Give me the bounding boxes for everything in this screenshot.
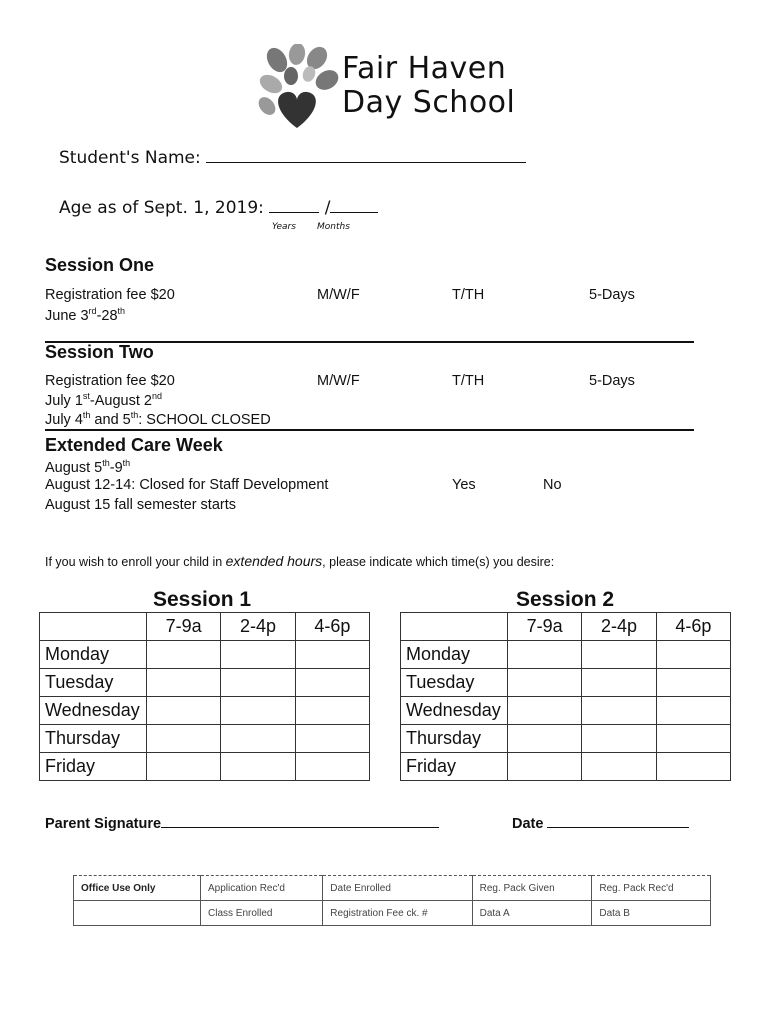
office-cell: Reg. Pack Rec'd bbox=[592, 876, 711, 901]
schedule-cell[interactable] bbox=[582, 753, 656, 781]
schedule-cell[interactable] bbox=[147, 697, 221, 725]
schedule-cell[interactable] bbox=[508, 641, 582, 669]
student-name-line[interactable] bbox=[206, 146, 526, 163]
table-row bbox=[401, 669, 731, 697]
session-two-option-tth[interactable]: T/TH bbox=[452, 373, 485, 389]
session-one-option-mwf[interactable]: M/W/F bbox=[317, 287, 360, 303]
office-cell: Class Enrolled bbox=[201, 901, 323, 926]
schedule-session2-title: Session 2 bbox=[516, 588, 615, 611]
schedule-cell[interactable] bbox=[656, 641, 730, 669]
session-one-title: Session One bbox=[45, 255, 155, 275]
table-row bbox=[74, 901, 711, 926]
schedule-cell[interactable] bbox=[295, 669, 369, 697]
schedule-cell[interactable] bbox=[295, 725, 369, 753]
school-name bbox=[342, 52, 515, 120]
divider bbox=[45, 429, 694, 431]
schedule-cell[interactable] bbox=[582, 641, 656, 669]
table-corner-cell bbox=[401, 613, 508, 641]
time-header-cell: 2-4p bbox=[221, 613, 295, 641]
extended-option-yes[interactable]: Yes bbox=[452, 477, 476, 493]
schedule-cell[interactable] bbox=[295, 753, 369, 781]
student-name-row bbox=[59, 146, 526, 168]
time-header-cell: 4-6p bbox=[656, 613, 730, 641]
age-separator: / bbox=[324, 198, 331, 218]
table-row bbox=[40, 669, 370, 697]
session-two-option-5days[interactable]: 5-Days bbox=[589, 373, 635, 389]
office-cell: Reg. Pack Given bbox=[472, 876, 592, 901]
session-two-dates: July 1st-August 2nd bbox=[45, 391, 162, 409]
day-cell: Thursday bbox=[40, 725, 147, 753]
schedule-cell[interactable] bbox=[656, 753, 730, 781]
table-row bbox=[401, 641, 731, 669]
table-row bbox=[40, 725, 370, 753]
schedule-cell[interactable] bbox=[582, 669, 656, 697]
time-header-cell: 7-9a bbox=[508, 613, 582, 641]
table-row bbox=[40, 641, 370, 669]
date-row bbox=[512, 813, 689, 832]
extended-care-title: Extended Care Week bbox=[45, 435, 223, 455]
months-label: Months bbox=[317, 222, 350, 232]
extended-care-starts: August 15 fall semester starts bbox=[45, 497, 236, 513]
schedule-cell[interactable] bbox=[221, 725, 295, 753]
table-row bbox=[74, 876, 711, 901]
session-one-option-5days[interactable]: 5-Days bbox=[589, 287, 635, 303]
table-row bbox=[40, 697, 370, 725]
age-months-line[interactable] bbox=[330, 196, 378, 213]
schedule-cell[interactable] bbox=[656, 725, 730, 753]
extended-care-dates: August 5th-9th bbox=[45, 458, 131, 476]
time-header-cell: 4-6p bbox=[295, 613, 369, 641]
schedule-cell[interactable] bbox=[221, 697, 295, 725]
office-cell bbox=[74, 901, 201, 926]
table-row bbox=[40, 613, 370, 641]
office-cell: Data B bbox=[592, 901, 711, 926]
day-cell: Tuesday bbox=[40, 669, 147, 697]
table-row bbox=[401, 725, 731, 753]
day-cell: Wednesday bbox=[401, 697, 508, 725]
schedule-session2-table bbox=[400, 612, 731, 781]
day-cell: Tuesday bbox=[401, 669, 508, 697]
day-cell: Monday bbox=[401, 641, 508, 669]
schedule-cell[interactable] bbox=[295, 641, 369, 669]
schedule-cell[interactable] bbox=[656, 697, 730, 725]
day-cell: Wednesday bbox=[40, 697, 147, 725]
age-label: Age as of Sept. 1, 2019: bbox=[59, 198, 264, 218]
parent-signature-label: Parent Signature bbox=[45, 816, 162, 832]
office-cell: Data A bbox=[472, 901, 592, 926]
schedule-session1-table bbox=[39, 612, 370, 781]
schedule-cell[interactable] bbox=[508, 725, 582, 753]
session-two-title: Session Two bbox=[45, 342, 154, 362]
schedule-cell[interactable] bbox=[295, 697, 369, 725]
schedule-cell[interactable] bbox=[147, 753, 221, 781]
session-two-option-mwf[interactable]: M/W/F bbox=[317, 373, 360, 389]
parent-signature-line[interactable] bbox=[161, 813, 439, 828]
leaves-heart-icon bbox=[257, 44, 341, 130]
table-row bbox=[401, 753, 731, 781]
session-one-fee: Registration fee $20 bbox=[45, 287, 175, 303]
table-row bbox=[401, 697, 731, 725]
table-row bbox=[401, 613, 731, 641]
schedule-cell[interactable] bbox=[508, 669, 582, 697]
schedule-session1-title: Session 1 bbox=[153, 588, 252, 611]
date-label: Date bbox=[512, 816, 544, 832]
school-logo bbox=[257, 44, 341, 130]
years-label: Years bbox=[272, 222, 296, 232]
office-cell: Office Use Only bbox=[74, 876, 201, 901]
school-name-line1: Fair Haven bbox=[342, 51, 507, 86]
time-header-cell: 2-4p bbox=[582, 613, 656, 641]
schedule-cell[interactable] bbox=[147, 641, 221, 669]
session-one-dates: June 3rd-28th bbox=[45, 306, 126, 324]
schedule-cell[interactable] bbox=[508, 697, 582, 725]
schedule-cell[interactable] bbox=[147, 725, 221, 753]
office-cell: Registration Fee ck. # bbox=[323, 901, 472, 926]
schedule-cell[interactable] bbox=[582, 725, 656, 753]
office-cell: Date Enrolled bbox=[323, 876, 472, 901]
time-header-cell: 7-9a bbox=[147, 613, 221, 641]
schedule-cell[interactable] bbox=[221, 669, 295, 697]
age-row bbox=[59, 196, 378, 218]
table-corner-cell bbox=[40, 613, 147, 641]
schedule-cell[interactable] bbox=[656, 669, 730, 697]
session-one-option-tth[interactable]: T/TH bbox=[452, 287, 485, 303]
student-name-label: Student's Name: bbox=[59, 148, 201, 168]
day-cell: Thursday bbox=[401, 725, 508, 753]
extended-hours-instruction: If you wish to enroll your child in extended hours, please indicate which time(s) you desire: bbox=[45, 553, 555, 569]
schedule-cell[interactable] bbox=[147, 669, 221, 697]
session-two-closed: July 4th and 5th: SCHOOL CLOSED bbox=[45, 410, 271, 428]
schedule-cell[interactable] bbox=[221, 641, 295, 669]
session-two-fee: Registration fee $20 bbox=[45, 373, 175, 389]
parent-signature-row bbox=[45, 813, 439, 832]
schedule-cell[interactable] bbox=[508, 753, 582, 781]
schedule-cell[interactable] bbox=[582, 697, 656, 725]
date-line[interactable] bbox=[547, 813, 689, 828]
day-cell: Friday bbox=[40, 753, 147, 781]
office-use-table bbox=[73, 875, 711, 926]
age-years-line[interactable] bbox=[269, 196, 319, 213]
extended-option-no[interactable]: No bbox=[543, 477, 562, 493]
day-cell: Monday bbox=[40, 641, 147, 669]
table-row bbox=[40, 753, 370, 781]
day-cell: Friday bbox=[401, 753, 508, 781]
extended-care-closed: August 12-14: Closed for Staff Development bbox=[45, 477, 329, 493]
school-name-line2: Day School bbox=[342, 85, 516, 120]
schedule-cell[interactable] bbox=[221, 753, 295, 781]
office-cell: Application Rec'd bbox=[201, 876, 323, 901]
